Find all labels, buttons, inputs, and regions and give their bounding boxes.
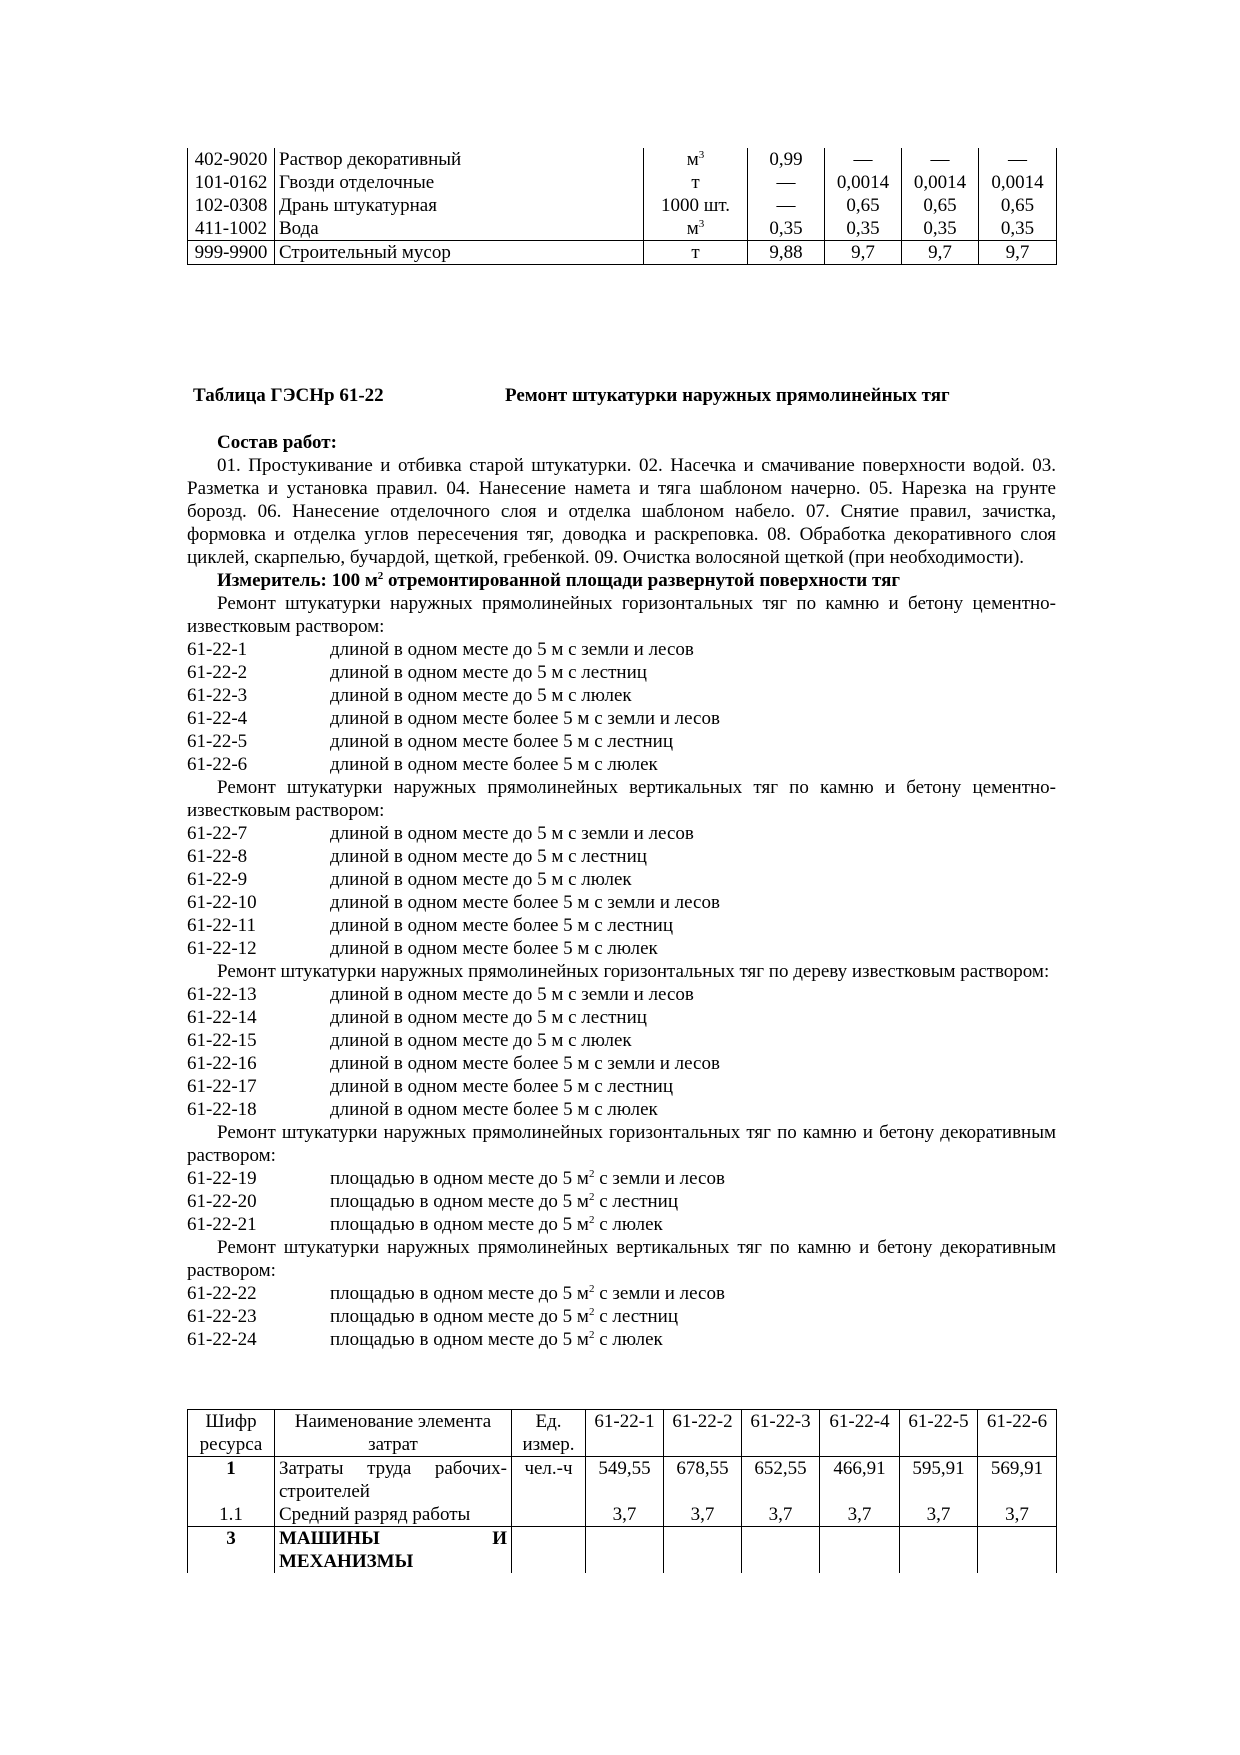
resource-unit: $м^3$	[644, 217, 748, 241]
resource-value: —	[748, 194, 825, 217]
work-item-code: 61-22-8	[187, 846, 248, 867]
work-item-desc: длиной в одном месте более 5 м с лестниц	[330, 1076, 674, 1097]
work-item-desc: длиной в одном месте более 5 м с люлек	[330, 938, 658, 959]
work-item-desc: длиной в одном месте до 5 м с лестниц	[330, 662, 647, 683]
resource-unit: т	[644, 171, 748, 194]
work-item-desc: длиной в одном месте более 5 м с земли и лесов	[330, 1053, 720, 1074]
work-item	[187, 1006, 1056, 1029]
resource-name: МАШИНЫ И МЕХАНИЗМЫ	[275, 1527, 512, 1574]
resource-code: 999-9900	[188, 241, 275, 265]
work-item	[187, 983, 1056, 1006]
work-item-code: 61-22-7	[187, 823, 248, 844]
resource-value: 569,91	[978, 1457, 1057, 1504]
resource-value	[900, 1527, 978, 1574]
resource-value: 549,55	[586, 1457, 664, 1504]
resource-name: Раствор декоративный	[275, 148, 644, 171]
materials-row	[188, 148, 1057, 171]
work-item-code: 61-22-24	[187, 1329, 257, 1350]
resource-value: —	[979, 148, 1057, 171]
resource-value: 9,7	[902, 241, 979, 265]
group-heading: Ремонт штукатурки наружных прямолинейных горизонтальных тяг по дереву известковым раствором:	[217, 961, 1050, 982]
resource-value: 3,7	[900, 1503, 978, 1527]
work-item	[187, 753, 1056, 776]
work-item-code: 61-22-17	[187, 1076, 257, 1097]
work-item-code: 61-22-1	[187, 639, 248, 660]
resource-row	[188, 1457, 1057, 1504]
column-header: 61-22-4	[820, 1410, 900, 1457]
resource-value: 0,65	[902, 194, 979, 217]
resource-code: 1	[188, 1457, 275, 1504]
meter-line: Измеритель: 100 $м^2$ отремонтированной площади развернутой поверхности тяг	[217, 570, 900, 591]
work-item-desc: длиной в одном месте до 5 м с лестниц	[330, 1007, 647, 1028]
work-item-desc: длиной в одном месте до 5 м с земли и лесов	[330, 984, 694, 1005]
resource-name: Вода	[275, 217, 644, 241]
group-heading: Ремонт штукатурки наружных прямолинейных горизонтальных тяг по камню и бетону цементно-известковым раствором:	[187, 593, 1056, 637]
resource-code: 101-0162	[188, 171, 275, 194]
resource-value: —	[748, 171, 825, 194]
column-header: 61-22-2	[664, 1410, 742, 1457]
work-item	[187, 1305, 1056, 1328]
work-item	[187, 638, 1056, 661]
work-item	[187, 1328, 1056, 1351]
resource-value: 652,55	[742, 1457, 820, 1504]
resource-value: 3,7	[978, 1503, 1057, 1527]
work-item	[187, 868, 1056, 891]
work-item	[187, 1282, 1056, 1305]
resource-table	[187, 1409, 1057, 1573]
work-item-desc: длиной в одном месте до 5 м с люлек	[330, 1030, 632, 1051]
resource-unit: 1000 шт.	[644, 194, 748, 217]
column-header: Ед. измер.	[512, 1410, 586, 1457]
resource-value: 3,7	[742, 1503, 820, 1527]
resource-value	[586, 1527, 664, 1574]
work-item-code: 61-22-18	[187, 1099, 257, 1120]
resource-value	[664, 1527, 742, 1574]
resource-row	[188, 1527, 1057, 1574]
resource-value: 678,55	[664, 1457, 742, 1504]
work-item-desc: длиной в одном месте более 5 м с люлек	[330, 1099, 658, 1120]
resource-value: 9,88	[748, 241, 825, 265]
resource-value: 0,65	[979, 194, 1057, 217]
resource-value: 0,0014	[825, 171, 902, 194]
column-header: 61-22-5	[900, 1410, 978, 1457]
work-item-desc: площадью в одном месте до 5 $м^2$ с люлек	[330, 1329, 663, 1350]
resource-value: 9,7	[979, 241, 1057, 265]
column-header: 61-22-6	[978, 1410, 1057, 1457]
work-item	[187, 730, 1056, 753]
work-item	[187, 661, 1056, 684]
resource-name: Средний разряд работы	[275, 1503, 512, 1527]
resource-table-header	[188, 1410, 1057, 1457]
work-item-desc: площадью в одном месте до 5 $м^2$ с лестниц	[330, 1306, 679, 1327]
work-item-desc: длиной в одном месте до 5 м с земли и лесов	[330, 823, 694, 844]
work-item	[187, 1075, 1056, 1098]
group-heading: Ремонт штукатурки наружных прямолинейных вертикальных тяг по камню и бетону декоративным раствором:	[187, 1237, 1056, 1281]
materials-table	[187, 148, 1057, 265]
resource-unit: $м^3$	[644, 148, 748, 171]
resource-value: 3,7	[664, 1503, 742, 1527]
resource-name: Затраты труда рабочих-строителей	[275, 1457, 512, 1504]
resource-value: 0,65	[825, 194, 902, 217]
resource-value: 466,91	[820, 1457, 900, 1504]
work-item-desc: длиной в одном месте до 5 м с люлек	[330, 685, 632, 706]
resource-name: Гвозди отделочные	[275, 171, 644, 194]
work-item-desc: площадью в одном месте до 5 $м^2$ с люлек	[330, 1214, 663, 1235]
work-item	[187, 845, 1056, 868]
table-id: Таблица ГЭСНр 61-22	[193, 385, 384, 406]
resource-unit: т	[644, 241, 748, 265]
work-item-desc: длиной в одном месте до 5 м с люлек	[330, 869, 632, 890]
work-item-code: 61-22-20	[187, 1191, 257, 1212]
work-item-code: 61-22-21	[187, 1214, 257, 1235]
work-item-desc: длиной в одном месте до 5 м с земли и лесов	[330, 639, 694, 660]
work-item-code: 61-22-19	[187, 1168, 257, 1189]
work-item	[187, 822, 1056, 845]
materials-row	[188, 171, 1057, 194]
work-item-desc: длиной в одном месте более 5 м с лестниц	[330, 915, 674, 936]
work-item	[187, 1098, 1056, 1121]
work-item-desc: площадью в одном месте до 5 $м^2$ с земли и лесов	[330, 1283, 725, 1304]
work-item	[187, 1052, 1056, 1075]
resource-unit	[512, 1527, 586, 1574]
work-item-code: 61-22-12	[187, 938, 257, 959]
resource-value: 595,91	[900, 1457, 978, 1504]
work-item	[187, 707, 1056, 730]
column-header: 61-22-1	[586, 1410, 664, 1457]
resource-value	[820, 1527, 900, 1574]
resource-name: Дрань штукатурная	[275, 194, 644, 217]
work-item-desc: длиной в одном месте до 5 м с лестниц	[330, 846, 647, 867]
resource-code: 1.1	[188, 1503, 275, 1527]
work-item	[187, 891, 1056, 914]
resource-code: 402-9020	[188, 148, 275, 171]
resource-value: 0,35	[902, 217, 979, 241]
resource-value: 0,35	[748, 217, 825, 241]
work-item-code: 61-22-9	[187, 869, 248, 890]
work-item-code: 61-22-15	[187, 1030, 257, 1051]
materials-row	[188, 194, 1057, 217]
work-item	[187, 1213, 1056, 1236]
resource-value: 0,0014	[979, 171, 1057, 194]
work-item	[187, 937, 1056, 960]
resource-unit	[512, 1503, 586, 1527]
resource-name: Строительный мусор	[275, 241, 644, 265]
work-item-desc: длиной в одном месте более 5 м с лестниц	[330, 731, 674, 752]
work-item-code: 61-22-5	[187, 731, 248, 752]
composition-text: 01. Простукивание и отбивка старой штукатурки. 02. Насечка и смачивание поверхности водой. 03. Разметка и установка правил. 04. Нанесение намета и тяга шаблоном начерно. 05. Нарезка на грунте борозд. 06. Нанесение отделочного слоя и отделка шаблоном набело. 07. Снятие правил, зачистка, формовка и отделка углов пересечения тяг, доводка и раскреповка. 08. Обработка декоративного слоя циклей, скарпелью, бучардой, щеткой, гребенкой. 09. Очистка волосяной щеткой (при необходимости).	[187, 455, 1056, 568]
work-item-desc: длиной в одном месте более 5 м с люлек	[330, 754, 658, 775]
resource-value: 0,35	[979, 217, 1057, 241]
work-item	[187, 684, 1056, 707]
work-item-code: 61-22-13	[187, 984, 257, 1005]
group-heading: Ремонт штукатурки наружных прямолинейных вертикальных тяг по камню и бетону цементно-известковым раствором:	[187, 777, 1056, 821]
work-item-code: 61-22-11	[187, 915, 256, 936]
resource-value: 0,99	[748, 148, 825, 171]
work-item	[187, 1029, 1056, 1052]
resource-row	[188, 1503, 1057, 1527]
column-header: Шифр ресурса	[188, 1410, 275, 1457]
work-item-desc: длиной в одном месте более 5 м с земли и лесов	[330, 708, 720, 729]
composition-heading: Состав работ:	[217, 432, 337, 453]
work-item	[187, 1167, 1056, 1190]
table-body-text	[187, 431, 1056, 1351]
work-item-desc: площадью в одном месте до 5 $м^2$ с земли и лесов	[330, 1168, 725, 1189]
work-item	[187, 1190, 1056, 1213]
work-item-code: 61-22-22	[187, 1283, 257, 1304]
work-item-code: 61-22-2	[187, 662, 248, 683]
resource-code: 102-0308	[188, 194, 275, 217]
group-heading: Ремонт штукатурки наружных прямолинейных горизонтальных тяг по камню и бетону декоративным раствором:	[187, 1122, 1056, 1166]
work-item-code: 61-22-16	[187, 1053, 257, 1074]
column-header: Наименование элемента затрат	[275, 1410, 512, 1457]
materials-row	[188, 217, 1057, 241]
work-item-code: 61-22-4	[187, 708, 248, 729]
resource-value	[742, 1527, 820, 1574]
work-item-desc: площадью в одном месте до 5 $м^2$ с лестниц	[330, 1191, 679, 1212]
work-item-code: 61-22-14	[187, 1007, 257, 1028]
work-item-code: 61-22-3	[187, 685, 248, 706]
resource-value: —	[902, 148, 979, 171]
resource-value: —	[825, 148, 902, 171]
work-item-code: 61-22-23	[187, 1306, 257, 1327]
work-item-code: 61-22-6	[187, 754, 248, 775]
work-item-code: 61-22-10	[187, 892, 257, 913]
resource-value: 0,0014	[902, 171, 979, 194]
resource-value: 9,7	[825, 241, 902, 265]
resource-value: 3,7	[820, 1503, 900, 1527]
materials-row	[188, 241, 1057, 265]
resource-value: 3,7	[586, 1503, 664, 1527]
resource-unit: чел.-ч	[512, 1457, 586, 1504]
work-groups	[187, 592, 1056, 1351]
resource-value: 0,35	[825, 217, 902, 241]
resource-value	[978, 1527, 1057, 1574]
work-item	[187, 914, 1056, 937]
resource-code: 411-1002	[188, 217, 275, 241]
work-item-desc: длиной в одном месте более 5 м с земли и лесов	[330, 892, 720, 913]
column-header: 61-22-3	[742, 1410, 820, 1457]
table-name: Ремонт штукатурки наружных прямолинейных тяг	[505, 385, 950, 406]
resource-code: 3	[188, 1527, 275, 1574]
